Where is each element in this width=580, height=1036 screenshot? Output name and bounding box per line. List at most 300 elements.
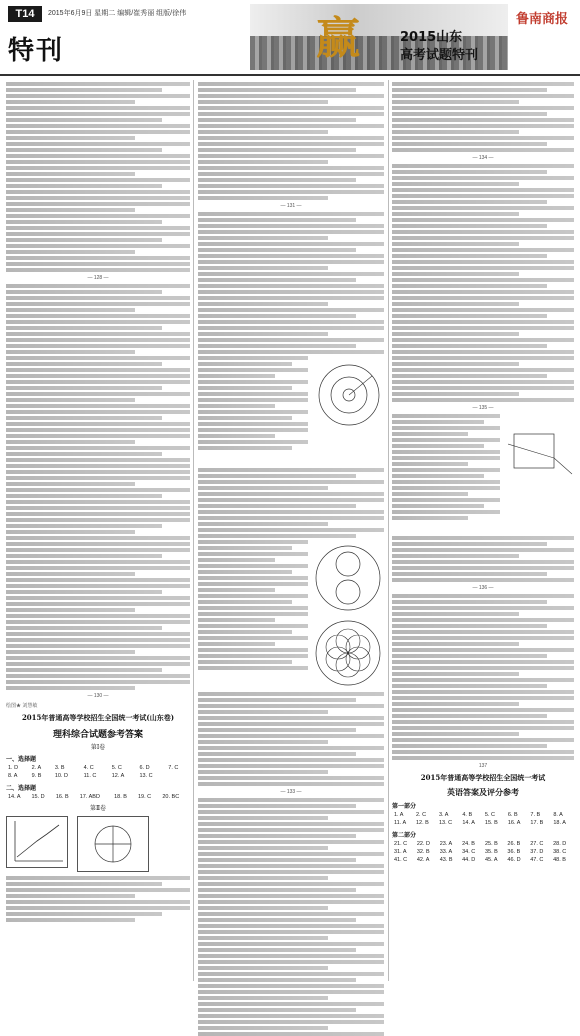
page-marker: — 130 — (87, 693, 109, 699)
text-line (392, 548, 574, 552)
text-line (6, 530, 135, 534)
text-line (6, 882, 162, 886)
text-line (392, 468, 500, 472)
text-line (6, 680, 190, 684)
text-line (198, 692, 384, 696)
text-line (198, 236, 328, 240)
text-line (392, 510, 500, 514)
text-line (198, 764, 384, 768)
text-line (6, 482, 135, 486)
text-line (392, 624, 547, 628)
text-line (198, 722, 384, 726)
text-line (392, 708, 574, 712)
text-line (198, 782, 384, 786)
answer-cell: 25. B (484, 841, 498, 847)
answer-cell: 16. B (55, 794, 69, 800)
text-line (6, 296, 190, 300)
text-line (392, 130, 519, 134)
text-line (392, 648, 574, 652)
text-line (392, 600, 547, 604)
flower-diagram (312, 618, 384, 688)
text-line (6, 626, 162, 630)
text-line (198, 504, 356, 508)
text-line (198, 1020, 384, 1024)
text-line (6, 464, 190, 468)
text-line (392, 392, 519, 396)
text-line (6, 404, 190, 408)
text-line (198, 570, 292, 574)
text-line (198, 710, 328, 714)
text-line (6, 578, 190, 582)
text-line (392, 606, 574, 610)
text-line (6, 888, 190, 892)
text-line (198, 522, 328, 526)
answer-cell (166, 772, 190, 780)
text-line (6, 410, 190, 414)
text-line (198, 230, 384, 234)
text-line (198, 332, 328, 336)
text-line (198, 142, 384, 146)
text-line (392, 380, 574, 384)
text-line (198, 130, 328, 134)
text-line (198, 344, 356, 348)
text-line (392, 338, 574, 342)
text-line (6, 560, 190, 564)
text-line (198, 876, 328, 880)
text-line (198, 278, 356, 282)
text-line (6, 320, 190, 324)
text-line (392, 88, 547, 92)
text-line (198, 422, 308, 426)
text-line (6, 386, 162, 390)
text-line (6, 154, 190, 158)
text-line (392, 660, 574, 664)
answer-figure-diagram (77, 816, 149, 872)
text-line (392, 344, 547, 348)
text-line (6, 262, 190, 266)
text-line (198, 404, 275, 408)
answer-cell: 11. C (83, 773, 97, 779)
text-line (198, 296, 384, 300)
answer-cell: 34. C (462, 849, 476, 855)
text-line (198, 534, 356, 538)
text-line (198, 912, 384, 916)
text-line (392, 326, 574, 330)
text-line (198, 990, 384, 994)
answer-cell: 20. BC (162, 794, 180, 800)
text-line (6, 124, 190, 128)
answer-cell: 8. A (553, 812, 563, 818)
text-line (198, 242, 384, 246)
text-line (6, 362, 162, 366)
text-line (6, 512, 190, 516)
text-line (198, 924, 384, 928)
text-line (392, 82, 574, 86)
text-line (198, 1026, 328, 1030)
text-line (6, 572, 135, 576)
text-line (392, 224, 547, 228)
section-title: 特刊 (8, 36, 65, 66)
text-line (392, 248, 574, 252)
text-line (392, 542, 547, 546)
answer-cell: 23. A (439, 841, 453, 847)
answer-cell: 31. A (394, 849, 407, 855)
text-line (392, 756, 574, 760)
text-line (198, 528, 384, 532)
text-line (198, 184, 384, 188)
text-line (6, 440, 135, 444)
text-line (392, 350, 574, 354)
text-line (198, 822, 384, 826)
answer-cell: 17. ABD (79, 794, 100, 800)
text-line (198, 446, 292, 450)
text-line (198, 752, 356, 756)
answer-row (392, 819, 574, 827)
answer-cell: 15. B (484, 820, 498, 826)
text-line (6, 94, 190, 98)
part-label: 第二部分 (392, 833, 417, 839)
text-line (198, 350, 384, 354)
text-line (6, 256, 190, 260)
text-line (198, 88, 356, 92)
text-line (392, 254, 547, 258)
text-line (6, 542, 190, 546)
text-line (392, 566, 574, 570)
page-marker: — 135 — (472, 405, 494, 411)
text-line (6, 500, 190, 504)
text-line (198, 218, 356, 222)
text-line (6, 674, 190, 678)
text-line (198, 846, 328, 850)
text-line (198, 540, 308, 544)
answer-cell: 15. D (31, 794, 45, 800)
text-line (6, 326, 162, 330)
text-line (198, 972, 384, 976)
text-line (198, 740, 328, 744)
text-line (6, 196, 190, 200)
answer-row (392, 840, 574, 848)
english-answer-table-2 (392, 840, 574, 864)
answer-cell: 18. A (553, 820, 566, 826)
answer-cell: 10. D (54, 773, 68, 779)
text-line (392, 554, 519, 558)
answer-cell: 11. A (394, 820, 407, 826)
text-line (198, 594, 308, 598)
text-line (392, 230, 574, 234)
text-line (392, 636, 574, 640)
text-line (198, 368, 308, 372)
text-line (392, 206, 574, 210)
answer-cell: 17. B (530, 820, 544, 826)
text-line (198, 966, 328, 970)
answer-cell: 22. D (416, 841, 430, 847)
text-line (198, 606, 308, 610)
banner (250, 4, 508, 70)
page-marker: — 133 — (280, 789, 302, 795)
text-line (392, 732, 519, 736)
text-line (198, 840, 384, 844)
subject-title: 理科综合试题参考答案 (52, 730, 143, 740)
answer-figure-graph (6, 816, 68, 868)
text-line (6, 488, 190, 492)
text-line (198, 582, 308, 586)
text-line (6, 548, 190, 552)
newspaper-masthead: 鲁南商报 (516, 12, 569, 27)
column-3 (392, 80, 574, 981)
answer-cell: 38. C (553, 849, 567, 855)
text-line (392, 444, 484, 448)
text-line (6, 434, 190, 438)
banner-logo-char: 赢 (316, 13, 360, 64)
column-divider (193, 80, 194, 981)
text-line (198, 434, 275, 438)
text-line (392, 594, 574, 598)
text-line (6, 166, 190, 170)
text-line (392, 260, 574, 264)
text-line (6, 566, 190, 570)
text-line (198, 828, 384, 832)
text-line (392, 314, 547, 318)
answer-cell: 14. A (8, 794, 21, 800)
text-line (392, 284, 547, 288)
text-line (6, 148, 162, 152)
text-line (392, 696, 574, 700)
text-line (198, 858, 356, 862)
text-line (198, 82, 384, 86)
banner-title-line2: 高考试题特刊 (400, 48, 479, 63)
text-line (392, 118, 574, 122)
text-line (6, 356, 190, 360)
text-line (6, 894, 135, 898)
answer-cell: 5. C (484, 812, 495, 818)
text-line (392, 296, 574, 300)
circle-diagram-1 (314, 360, 384, 430)
text-line (198, 698, 356, 702)
text-line (198, 314, 356, 318)
text-line (392, 386, 574, 390)
answer-table-2 (6, 793, 190, 801)
answer-cell: 1. A (394, 812, 404, 818)
text-line (392, 242, 519, 246)
text-line (198, 112, 384, 116)
text-line (198, 118, 356, 122)
section-label: 二、选择题 (6, 786, 37, 792)
part-label: 第一部分 (392, 804, 417, 810)
text-line (198, 660, 292, 664)
answer-cell: 12. A (111, 773, 125, 779)
text-line (392, 194, 574, 198)
answer-cell: 9. B (31, 773, 42, 779)
text-line (392, 272, 519, 276)
text-line (6, 620, 190, 624)
page-header (0, 0, 580, 76)
text-line (392, 666, 574, 670)
text-line (198, 362, 292, 366)
text-line (392, 106, 574, 110)
text-line (198, 558, 275, 562)
text-line (392, 438, 500, 442)
text-line (6, 350, 135, 354)
text-line (392, 368, 574, 372)
text-line (198, 816, 328, 820)
text-line (6, 422, 190, 426)
text-line (198, 196, 328, 200)
text-line (198, 636, 308, 640)
answer-cell: 7. B (530, 812, 541, 818)
text-line (198, 154, 384, 158)
text-line (392, 136, 574, 140)
text-line (392, 308, 574, 312)
text-line (198, 918, 356, 922)
text-line (198, 160, 328, 164)
text-line (392, 420, 484, 424)
text-line (198, 272, 384, 276)
text-line (392, 474, 484, 478)
text-line (6, 214, 190, 218)
text-line (198, 728, 356, 732)
text-line (6, 686, 135, 690)
text-line (392, 456, 500, 460)
answer-cell: 4. C (83, 765, 94, 771)
answer-cell: 26. B (507, 841, 521, 847)
banner-title-line1: 2015山东 (400, 30, 463, 45)
text-line (198, 942, 384, 946)
text-line (198, 642, 275, 646)
text-line (198, 770, 328, 774)
page-marker: — 136 — (472, 585, 494, 591)
text-line (198, 798, 384, 802)
text-line (198, 546, 292, 550)
text-line (6, 202, 190, 206)
text-line (392, 450, 500, 454)
text-line (198, 804, 356, 808)
text-line (392, 642, 519, 646)
text-line (198, 936, 328, 940)
text-line (392, 94, 574, 98)
text-line (198, 996, 328, 1000)
text-line (392, 164, 574, 168)
text-line (6, 302, 190, 306)
column-divider (388, 80, 389, 981)
text-line (6, 428, 190, 432)
text-line (6, 226, 190, 230)
text-line (198, 870, 384, 874)
text-line (392, 302, 519, 306)
text-line (6, 446, 190, 450)
text-line (198, 474, 356, 478)
text-line (6, 82, 190, 86)
text-line (392, 726, 574, 730)
text-line (392, 486, 500, 490)
text-line (6, 332, 190, 336)
answer-cell: 37. D (530, 849, 544, 855)
text-line (392, 618, 574, 622)
text-line (6, 106, 190, 110)
text-line (198, 930, 384, 934)
text-line (198, 576, 308, 580)
text-line (198, 284, 384, 288)
text-line (198, 124, 384, 128)
text-line (392, 374, 547, 378)
answer-cell: 8. A (8, 773, 18, 779)
answer-cell: 45. A (484, 857, 498, 863)
text-line (6, 338, 190, 342)
text-line (392, 182, 519, 186)
text-line (198, 338, 384, 342)
text-line (6, 614, 190, 618)
column-1 (6, 80, 190, 981)
text-line (198, 148, 356, 152)
text-line (392, 672, 519, 676)
text-line (198, 978, 356, 982)
text-line (392, 332, 519, 336)
text-line (392, 560, 574, 564)
text-line (198, 492, 384, 496)
answer-cell: 43. B (439, 857, 453, 863)
text-line (6, 668, 162, 672)
text-line (392, 290, 574, 294)
text-line (392, 572, 547, 576)
text-line (198, 776, 384, 780)
text-line (6, 590, 162, 594)
text-line (392, 714, 547, 718)
text-line (198, 1002, 384, 1006)
page-number: T14 (8, 6, 42, 22)
text-line (6, 452, 162, 456)
text-line (198, 906, 328, 910)
text-line (6, 178, 190, 182)
text-line (392, 278, 574, 282)
text-line (198, 498, 384, 502)
answer-row (6, 764, 190, 772)
text-line (6, 554, 162, 558)
text-line (392, 690, 574, 694)
text-line (6, 656, 190, 660)
text-line (198, 882, 384, 886)
text-line (198, 468, 384, 472)
text-line (198, 618, 275, 622)
text-line (6, 232, 190, 236)
text-line (392, 266, 574, 270)
answer-cell: 44. D (462, 857, 476, 863)
text-line (198, 630, 292, 634)
text-line (6, 524, 162, 528)
text-line (6, 100, 135, 104)
text-line (392, 654, 547, 658)
text-line (392, 516, 468, 520)
text-line (198, 320, 384, 324)
answer-cell: 4. B (462, 812, 473, 818)
text-line (392, 720, 574, 724)
text-line (6, 602, 190, 606)
text-line (6, 244, 190, 248)
text-line (6, 344, 190, 348)
answer-row (6, 772, 190, 780)
text-line (198, 1008, 356, 1012)
text-line (198, 588, 275, 592)
text-line (198, 356, 308, 360)
text-line (6, 374, 190, 378)
text-line (6, 506, 190, 510)
answer-cell: 36. B (507, 849, 521, 855)
answer-cell: 21. C (394, 841, 408, 847)
text-line (198, 552, 308, 556)
text-line (6, 284, 190, 288)
answer-table-1 (6, 764, 190, 780)
answer-cell: 46. D (507, 857, 521, 863)
answer-cell: 41. C (394, 857, 408, 863)
text-line (6, 172, 135, 176)
